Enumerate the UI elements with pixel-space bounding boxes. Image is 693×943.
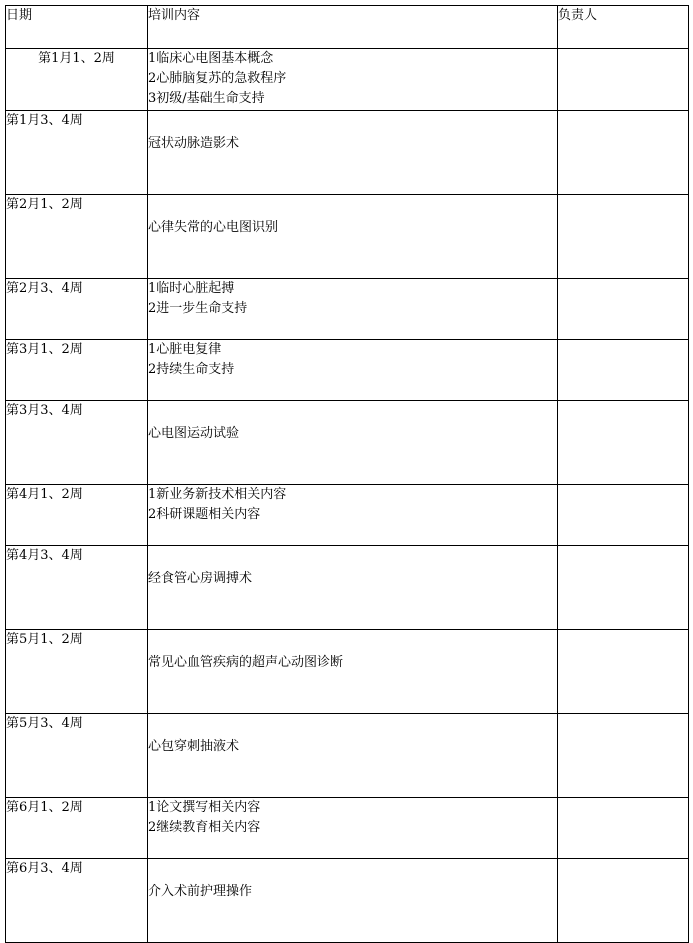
- owner-cell: [558, 401, 689, 485]
- date-cell: 第3月3、4周: [6, 401, 148, 485]
- content-line: 1论文撰写相关内容: [148, 800, 261, 815]
- content-line: 1心脏电复律: [148, 342, 222, 357]
- table-row: [6, 630, 689, 714]
- date-cell: 第2月3、4周: [6, 279, 148, 340]
- content-cell: [148, 195, 558, 279]
- owner-cell: [558, 859, 689, 943]
- content-cell: [148, 546, 558, 630]
- owner-cell: [558, 195, 689, 279]
- table-row: [6, 859, 689, 943]
- date-cell: 第4月1、2周: [6, 485, 148, 546]
- owner-cell: [558, 279, 689, 340]
- owner-cell: [558, 340, 689, 401]
- content-cell: [148, 49, 558, 111]
- training-schedule-table: [5, 5, 689, 943]
- date-cell: 第1月1、2周: [6, 49, 148, 111]
- date-cell: 第6月1、2周: [6, 798, 148, 859]
- table-row: [6, 546, 689, 630]
- table-row: [6, 401, 689, 485]
- owner-cell: [558, 798, 689, 859]
- content-line: 2科研课题相关内容: [148, 507, 261, 522]
- table-row: [6, 714, 689, 798]
- content-cell: [148, 340, 558, 401]
- table-row: [6, 195, 689, 279]
- table-row: [6, 798, 689, 859]
- content-cell: [148, 279, 558, 340]
- content-line: 1临床心电图基本概念: [148, 51, 274, 66]
- content-line: 2进一步生命支持: [148, 301, 248, 316]
- content-line: 心包穿刺抽液术: [148, 739, 240, 754]
- owner-cell: [558, 714, 689, 798]
- content-cell: [148, 485, 558, 546]
- content-line: 2持续生命支持: [148, 362, 235, 377]
- header-content: 培训内容: [148, 6, 558, 49]
- content-line: 3初级/基础生命支持: [148, 91, 265, 106]
- content-cell: [148, 798, 558, 859]
- content-line: 冠状动脉造影术: [148, 136, 240, 151]
- date-cell: 第5月1、2周: [6, 630, 148, 714]
- content-cell: [148, 859, 558, 943]
- content-line: 2心肺脑复苏的急救程序: [148, 71, 287, 86]
- table-row: [6, 279, 689, 340]
- header-owner: 负责人: [558, 6, 689, 49]
- date-cell: 第1月3、4周: [6, 111, 148, 195]
- content-line: 心电图运动试验: [148, 426, 240, 441]
- date-cell: 第5月3、4周: [6, 714, 148, 798]
- owner-cell: [558, 485, 689, 546]
- content-cell: [148, 111, 558, 195]
- content-line: 介入术前护理操作: [148, 884, 253, 899]
- content-cell: [148, 630, 558, 714]
- date-cell: 第6月3、4周: [6, 859, 148, 943]
- content-line: 1临时心脏起搏: [148, 281, 235, 296]
- content-cell: [148, 714, 558, 798]
- content-line: 2继续教育相关内容: [148, 820, 261, 835]
- content-cell: [148, 401, 558, 485]
- owner-cell: [558, 546, 689, 630]
- header-row: [6, 6, 689, 49]
- owner-cell: [558, 49, 689, 111]
- date-cell: 第2月1、2周: [6, 195, 148, 279]
- table-row: [6, 111, 689, 195]
- date-cell: 第3月1、2周: [6, 340, 148, 401]
- header-date: 日期: [6, 6, 148, 49]
- content-line: 常见心血管疾病的超声心动图诊断: [148, 655, 344, 670]
- table-row: [6, 340, 689, 401]
- table-row: [6, 485, 689, 546]
- date-cell: 第4月3、4周: [6, 546, 148, 630]
- table-row: [6, 49, 689, 111]
- content-line: 心律失常的心电图识别: [148, 220, 279, 235]
- content-line: 1新业务新技术相关内容: [148, 487, 287, 502]
- owner-cell: [558, 111, 689, 195]
- owner-cell: [558, 630, 689, 714]
- content-line: 经食管心房调搏术: [148, 571, 253, 586]
